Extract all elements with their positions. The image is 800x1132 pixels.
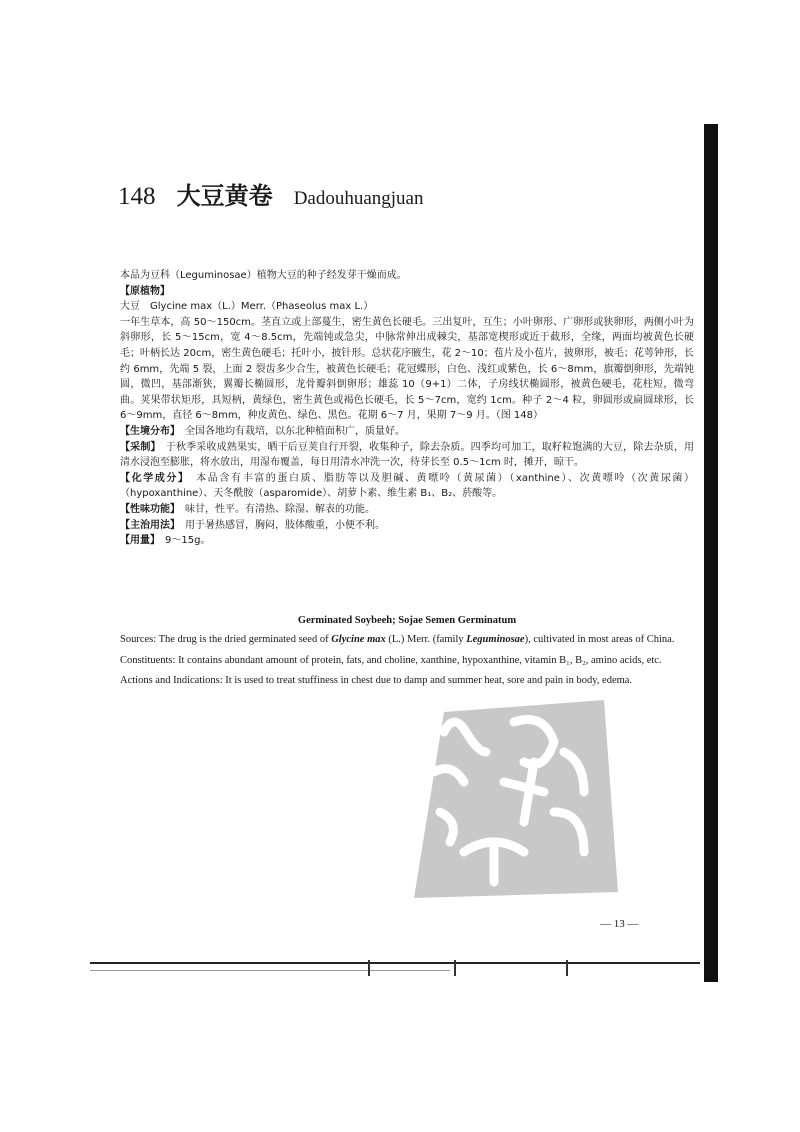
rule-tick (368, 960, 370, 976)
distribution-header: 【生境分布】 (120, 425, 175, 437)
english-body (120, 632, 692, 694)
dosage-header: 【用量】 (120, 535, 155, 547)
bottom-rule-secondary (90, 970, 450, 971)
english-sources (120, 632, 692, 648)
distribution-text: 全国各地均有栽培，以东北种植面积广，质量好。 (185, 425, 405, 437)
english-constituents (120, 653, 692, 669)
indications-header: 【主治用法】 (120, 519, 175, 531)
sources-text: The drug is the dried germinated seed of (158, 634, 329, 645)
intro-text: 本品为豆科（Leguminosae）植物大豆的种子经发芽干燥而成。 (120, 270, 407, 281)
binding-edge (704, 124, 718, 982)
plant-name-line: 大豆 Glycine max（L.）Merr.（Phaseolus max L.） (120, 301, 374, 313)
preparation-text: 于秋季采收成熟果实，晒干后豆荚自行开裂，收集种子，除去杂质。四季均可加工，取籽粒饱满的大豆，除去杂质，用清水浸泡至膨胀，将水放出，用湿布覆盖，每日用清水冲洗一次，待芽长至 0.5～1cm 时，摊开，晾干。 (120, 441, 695, 469)
entry-title-pinyin: Dadouhuangjuan (293, 188, 424, 209)
seal-stamp-image (404, 692, 626, 904)
entry-title-chinese: 大豆黄卷 (176, 182, 273, 210)
rule-tick (566, 960, 568, 976)
preparation-header: 【采制】 (120, 441, 156, 453)
seal-stamp-graphic (414, 700, 618, 898)
english-title: Germinated Soybeeh; Sojae Semen Germinatum (297, 615, 517, 626)
constituents-label: Constituents: (120, 654, 176, 666)
entry-heading (118, 176, 424, 211)
actions-label: Actions and Indications: (120, 675, 223, 687)
bottom-rule (90, 962, 700, 964)
constituents-text: It contains abundant amount of protein, fats, and choline, xanthine, hypoxanthine, vitamin B₁, B₂, amino acids, etc. (178, 654, 662, 666)
english-actions (120, 673, 692, 689)
dosage-text: 9～15g。 (165, 535, 211, 547)
rule-tick (454, 960, 456, 976)
properties-text: 味甘，性平。有清热、除湿、解表的功能。 (185, 503, 375, 515)
chemistry-text: 本品含有丰富的蛋白质、脂肪等以及胆碱、黄嘌呤（黄尿菌）（xanthine）、次黄嘌呤（次黄尿菌）（hypoxanthine）、天冬酰胺（asparomide）、胡萝卜素、维生素 B₁、B₂、菸酸等。 (120, 472, 695, 500)
chinese-body (120, 268, 694, 549)
chemistry-header: 【化学成分】 (120, 472, 185, 484)
page-number: — 13 — (600, 918, 639, 930)
sources-text-b: (L.) Merr. (family (388, 634, 464, 645)
entry-number: 148 (118, 183, 156, 210)
actions-text: It is used to treat stuffiness in chest due to damp and summer heat, sore and pain in body, edema. (225, 675, 633, 687)
indications-text: 用于暑热感冒，胸闷，肢体酸重，小便不利。 (185, 519, 385, 531)
sources-label: Sources: (120, 634, 157, 645)
sources-text-c: ), cultivated in most areas of China. (524, 634, 675, 645)
plant-description: 一年生草本，高 50～150cm。茎直立或上部蔓生，密生黄色长硬毛。三出复叶，互生；小叶卵形、广卵形或狭卵形，两侧小叶为斜卵形，长 5～15cm，宽 4～8.5cm，先端钝或急尖，中脉常伸出成棘尖，基部宽楔形或近于截形，全缘，两面均被黄色长硬毛；叶柄长达 20cm，密生黄色硬毛；托叶小，披针形。总状花序腋生，花 2～10；苞片及小苞片，披卵形，被毛；花萼钟形，长约 6mm，先端 5 裂，上面 2 裂齿多少合生，被黄色长硬毛；花冠蝶形，白色、浅红或紫色，长 6～8mm，旗瓣倒卵形，先端钝圆，微凹，基部渐狭，翼瓣长椭圆形，龙骨瓣斜倒卵形；雄蕊 10（9+1）二体，子房线状椭圆形，被黄色硬毛，花柱短，微弯曲。荚果带状矩形，具短柄，黄绿色，密生黄色或褐色长硬毛，长 5～7cm，宽约 1cm。种子 2～4 粒，卵圆形或扁圆球形，长 6～9mm，直径 6～8mm，种皮黄色、绿色、黑色。花期 6～7 月，果期 7～9 月。（图 148） (120, 316, 694, 422)
plant-header: 【原植物】 (120, 285, 170, 297)
family-name: Leguminosae (466, 634, 525, 645)
species-name: Glycine max (331, 634, 386, 645)
properties-header: 【性味功能】 (120, 503, 175, 515)
